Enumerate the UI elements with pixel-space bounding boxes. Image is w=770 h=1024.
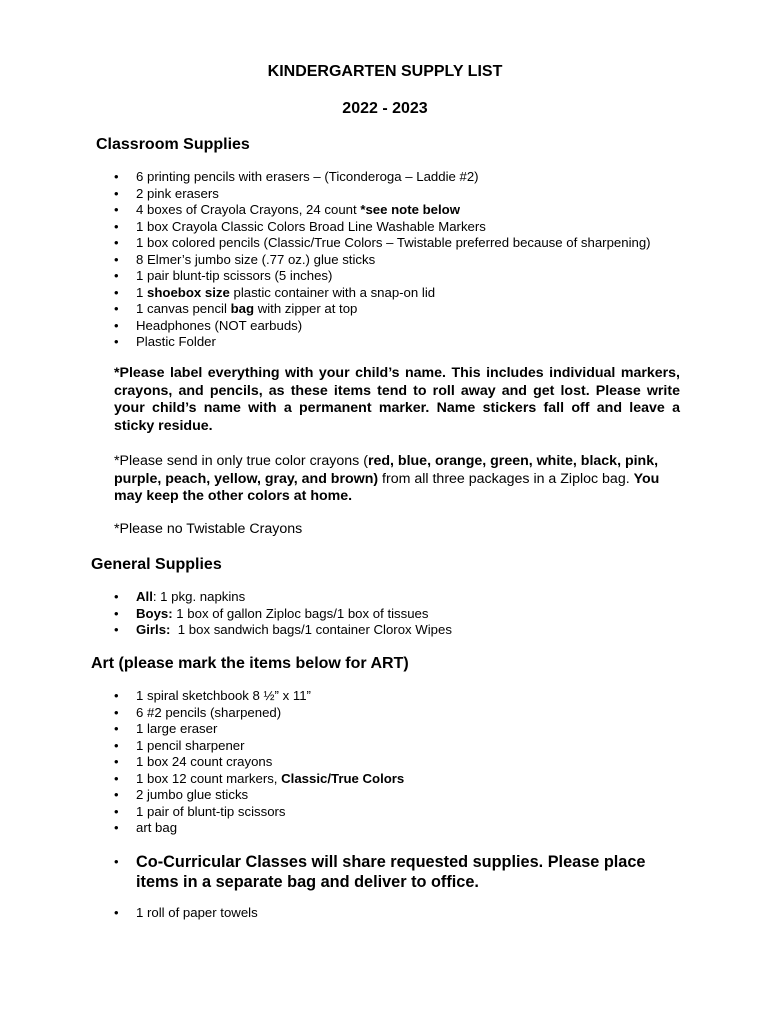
list-item [0,268,651,285]
item-text: 8 Elmer’s jumbo size (.77 oz.) glue sticks [136,251,376,267]
item-text: 1 canvas pencil [136,301,231,316]
item-text: 4 boxes of Crayola Crayons, 24 count [136,202,361,217]
list-item [0,334,651,351]
art-supplies-heading: Art (please mark the items below for ART) [91,655,409,672]
item-text: with zipper at top [254,301,358,316]
item-text: 1 roll of paper towels [136,905,258,920]
cocurricular-supplies-list [0,905,258,922]
list-item [0,721,404,738]
item-label: Girls: [136,622,171,637]
item-text: Plastic Folder [136,334,216,349]
item-text: : 1 pkg. napkins [152,589,246,604]
item-text: 1 pair of blunt-tip scissors [136,803,286,819]
item-emphasis: Classic/True Colors [281,770,405,786]
cocurricular-heading: Co-Curricular Classes will share requested supplies. Please place items in a separate bag and deliver to office. [136,853,646,891]
item-text: 1 [136,284,147,300]
label-note: *Please label everything with your child’s name. This includes individual markers, crayons, and pencils, as these items tend to roll away and get lost. Please write your child’s name with a permanent marker. Name stickers fall off and leave a sticky residue. [114,365,680,434]
classroom-supplies-heading: Classroom Supplies [96,136,250,153]
list-item [0,186,651,203]
item-text: 1 large eraser [136,721,218,736]
school-year: 2022 - 2023 [342,100,428,117]
item-text: 6 #2 pencils (sharpened) [136,704,282,720]
item-text: 1 box of gallon Ziploc bags/1 box of tissues [172,605,429,621]
list-item [0,285,651,302]
list-item [0,754,404,771]
list-item [0,589,452,606]
classroom-supplies-list [0,169,651,351]
list-item [0,820,404,837]
list-item [0,738,404,755]
item-text: 1 box sandwich bags/1 container Clorox Wipes [170,622,452,637]
twistable-note: *Please no Twistable Crayons [114,521,303,537]
list-item [0,622,452,639]
item-text: Headphones (NOT earbuds) [136,317,303,333]
crayon-note-text: from all three packages in a Ziploc bag. [378,470,634,487]
list-item [0,787,404,804]
bullet: • [114,854,119,869]
list-item [0,219,651,236]
item-emphasis: shoebox size [147,284,230,300]
list-item [0,318,651,335]
general-supplies-heading: General Supplies [91,556,222,573]
item-text: 1 pencil sharpener [136,737,245,753]
list-item [0,301,651,318]
list-item [0,804,404,821]
item-text: 2 pink erasers [136,185,219,201]
item-text: art bag [136,820,178,835]
item-text: 1 spiral sketchbook 8 ½” x 11” [136,688,311,703]
crayon-note-text: *Please send in only true color crayons ( [114,453,368,469]
item-text: 1 box 24 count crayons [136,754,273,769]
list-item [0,606,452,623]
item-label: All [136,589,153,604]
item-text: 1 pair blunt-tip scissors (5 inches) [136,268,333,283]
list-item [0,905,258,922]
list-item [0,235,651,252]
art-supplies-list [0,688,404,837]
list-item [0,771,404,788]
list-item [0,169,651,186]
list-item [0,705,404,722]
crayon-note-emphasis: You may keep the other colors at home. [114,470,660,504]
item-text: 6 printing pencils with erasers – (Ticonderoga – Laddie #2) [136,169,479,184]
item-text: 1 box Crayola Classic Colors Broad Line Washable Markers [136,218,486,234]
item-text: 1 box colored pencils (Classic/True Colors – Twistable preferred because of sharpening) [136,235,651,250]
list-item [0,252,651,269]
crayon-note [114,453,680,506]
list-item [0,202,651,219]
item-text: plastic container with a snap-on lid [229,284,436,300]
item-note: *see note below [360,202,460,217]
list-item [0,688,404,705]
item-text: 1 box 12 count markers, [136,770,282,786]
document-title: KINDERGARTEN SUPPLY LIST [267,63,503,80]
item-emphasis: bag [230,301,255,316]
general-supplies-list [0,589,452,639]
item-text: 2 jumbo glue sticks [136,787,249,802]
crayon-colors: red, blue, orange, green, white, black, pink, purple, peach, yellow, gray, and brown) [114,453,659,487]
item-label: Boys: [136,605,173,621]
